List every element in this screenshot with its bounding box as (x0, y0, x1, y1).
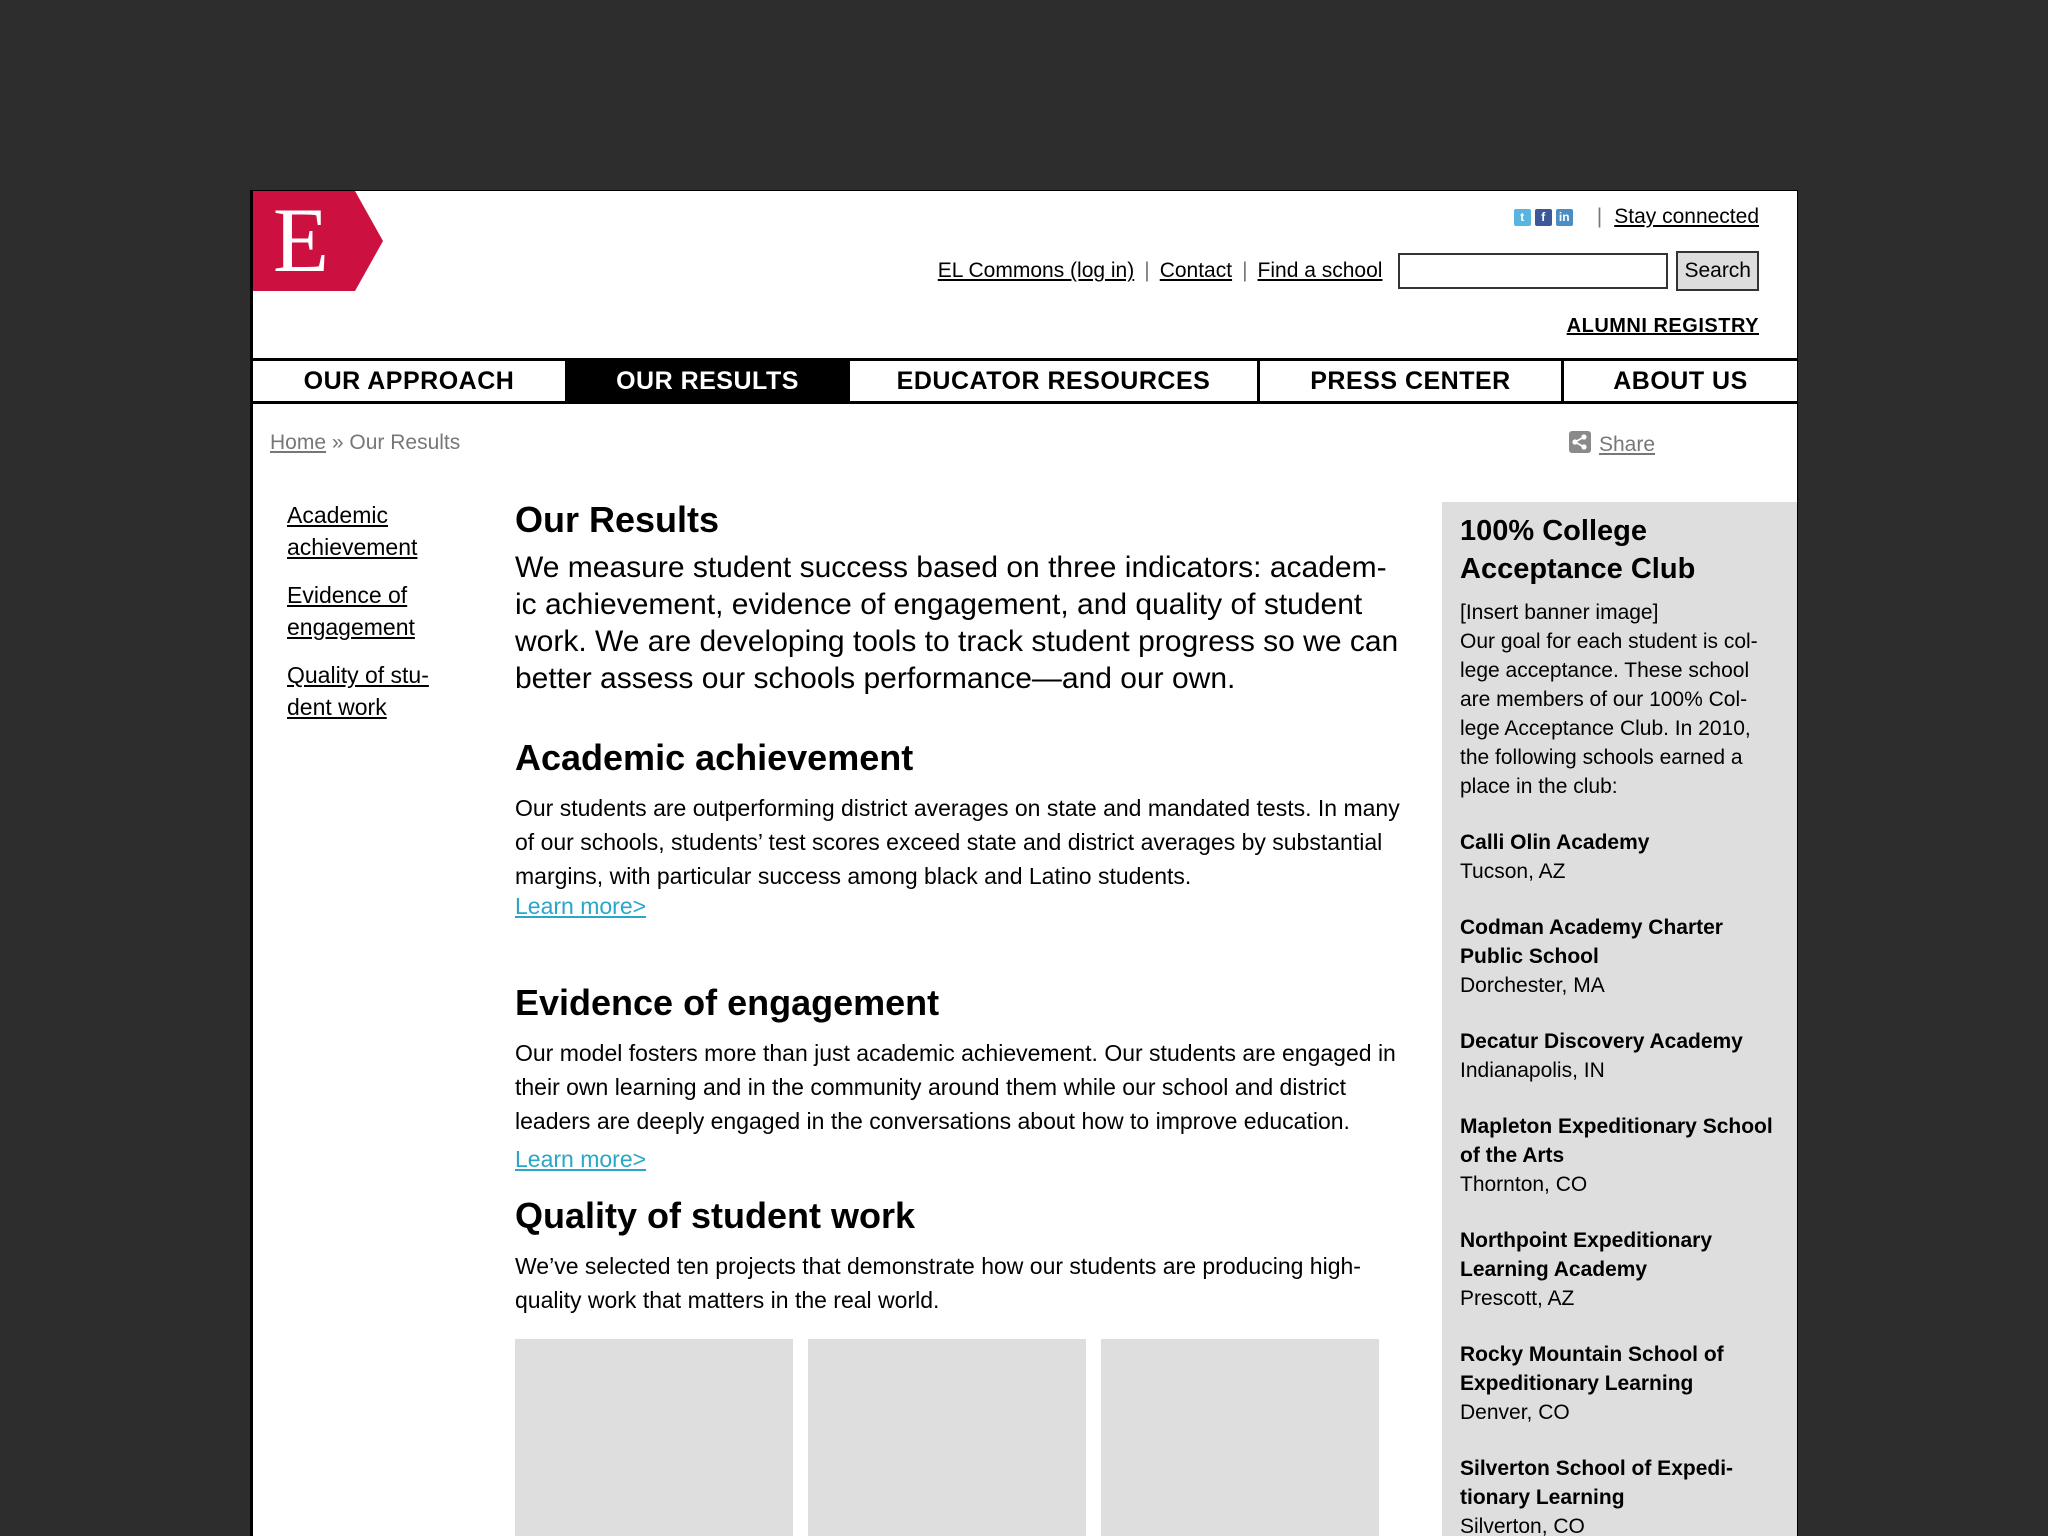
section-body-academic: Our students are outperforming district averages on state and mandated tests. In many of our schools, students’ test scores exceed state and district averages by substantial margins, with particular success among black and Latino students. (515, 795, 1400, 889)
school-item: Northpoint Expeditionary Learning Academy Prescott, AZ (1460, 1229, 1712, 1310)
utility-links (938, 251, 1759, 291)
learn-more-engagement[interactable]: Learn more> (515, 1146, 647, 1172)
section-title-engagement: Evidence of engagement (515, 982, 940, 1023)
share-icon (1569, 431, 1591, 459)
nav-about-us[interactable]: ABOUT US (1561, 361, 1797, 401)
sidebar-intro: [Insert banner image] Our goal for each student is col-lege acceptance. These school are members of our 100% Col-lege Acceptance Club. In 2010, the following schools earned a place in the club: (1460, 601, 1758, 798)
school-item: Codman Academy Charter Public School Dorchester, MA (1460, 916, 1723, 997)
breadcrumb-separator: » (331, 431, 344, 454)
search-button[interactable]: Search (1676, 251, 1759, 291)
lead-paragraph: We measure student success based on three indicators: academ-ic achievement, evidence of engagement, and quality of student work. We are developing tools to track student progress so we can better assess our schools performance—and our own. (515, 551, 1399, 695)
section-nav-academic[interactable]: Academic achievement (287, 502, 418, 560)
school-item: Calli Olin Academy Tucson, AZ (1460, 831, 1650, 883)
page-title: Our Results (515, 499, 720, 540)
project-thumbnail[interactable] (808, 1339, 1086, 1536)
twitter-icon[interactable]: t (1514, 209, 1531, 226)
college-acceptance-sidebar (1442, 502, 1798, 1536)
main-content (515, 499, 1405, 1536)
school-item: Decatur Discovery Academy Indianapolis, IN (1460, 1030, 1743, 1082)
divider: | (1242, 259, 1248, 282)
section-title-academic: Academic achievement (515, 737, 914, 778)
breadcrumb-home[interactable]: Home (270, 431, 327, 454)
main-nav (253, 358, 1797, 404)
learn-more-academic[interactable]: Learn more> (515, 893, 647, 919)
nav-educator-resources[interactable]: EDUCATOR RESOURCES (847, 361, 1257, 401)
project-thumbnail[interactable] (1101, 1339, 1379, 1536)
breadcrumb (270, 431, 460, 455)
section-body-quality: We’ve selected ten projects that demonstrate how our students are producing high-quality work that matters in the real world. (515, 1253, 1361, 1313)
project-thumbnail[interactable] (515, 1339, 793, 1536)
section-nav (287, 499, 457, 739)
share-link[interactable]: Share (1599, 433, 1656, 456)
page (250, 190, 1798, 1536)
sidebar-title: 100% College Acceptance Club (1460, 515, 1696, 585)
divider: | (1596, 205, 1603, 228)
divider: | (1144, 259, 1150, 282)
nav-our-approach[interactable]: OUR APPROACH (303, 366, 515, 395)
logo-letter: E (272, 191, 330, 291)
nav-press-center[interactable]: PRESS CENTER (1257, 361, 1561, 401)
el-logo[interactable] (253, 191, 388, 291)
find-school-link[interactable]: Find a school (1257, 259, 1383, 282)
share[interactable] (1569, 431, 1655, 459)
breadcrumb-current: Our Results (349, 431, 461, 454)
section-title-quality: Quality of student work (515, 1195, 916, 1236)
linkedin-icon[interactable]: in (1556, 209, 1573, 226)
alumni-registry-link[interactable]: ALUMNI REGISTRY (1566, 315, 1759, 337)
banner-placeholder: [Insert banner image] (1460, 601, 1659, 624)
section-nav-quality[interactable]: Quality of stu- dent work (287, 662, 429, 720)
contact-link[interactable]: Contact (1159, 259, 1233, 282)
social-bar (1514, 205, 1759, 229)
stay-connected-link[interactable]: Stay connected (1614, 205, 1759, 228)
el-commons-link[interactable]: EL Commons (log in) (937, 259, 1135, 282)
school-item: Rocky Mountain School of Expeditionary Learning Denver, CO (1460, 1343, 1724, 1424)
school-item: Silverton School of Expedi-tionary Learning Silverton, CO (1460, 1457, 1734, 1536)
school-item: Mapleton Expeditionary School of the Arts Thornton, CO (1460, 1115, 1773, 1196)
facebook-icon[interactable]: f (1535, 209, 1552, 226)
search-input[interactable] (1398, 253, 1668, 289)
section-nav-engagement[interactable]: Evidence of engagement (287, 582, 415, 640)
project-thumbnails (515, 1339, 1405, 1536)
section-body-engagement: Our model fosters more than just academic achievement. Our students are engaged in their own learning and in the community around them while our school and district leaders are deeply engaged in the conversations about how to improve education. (515, 1040, 1396, 1134)
nav-our-results[interactable]: OUR RESULTS (565, 361, 847, 401)
